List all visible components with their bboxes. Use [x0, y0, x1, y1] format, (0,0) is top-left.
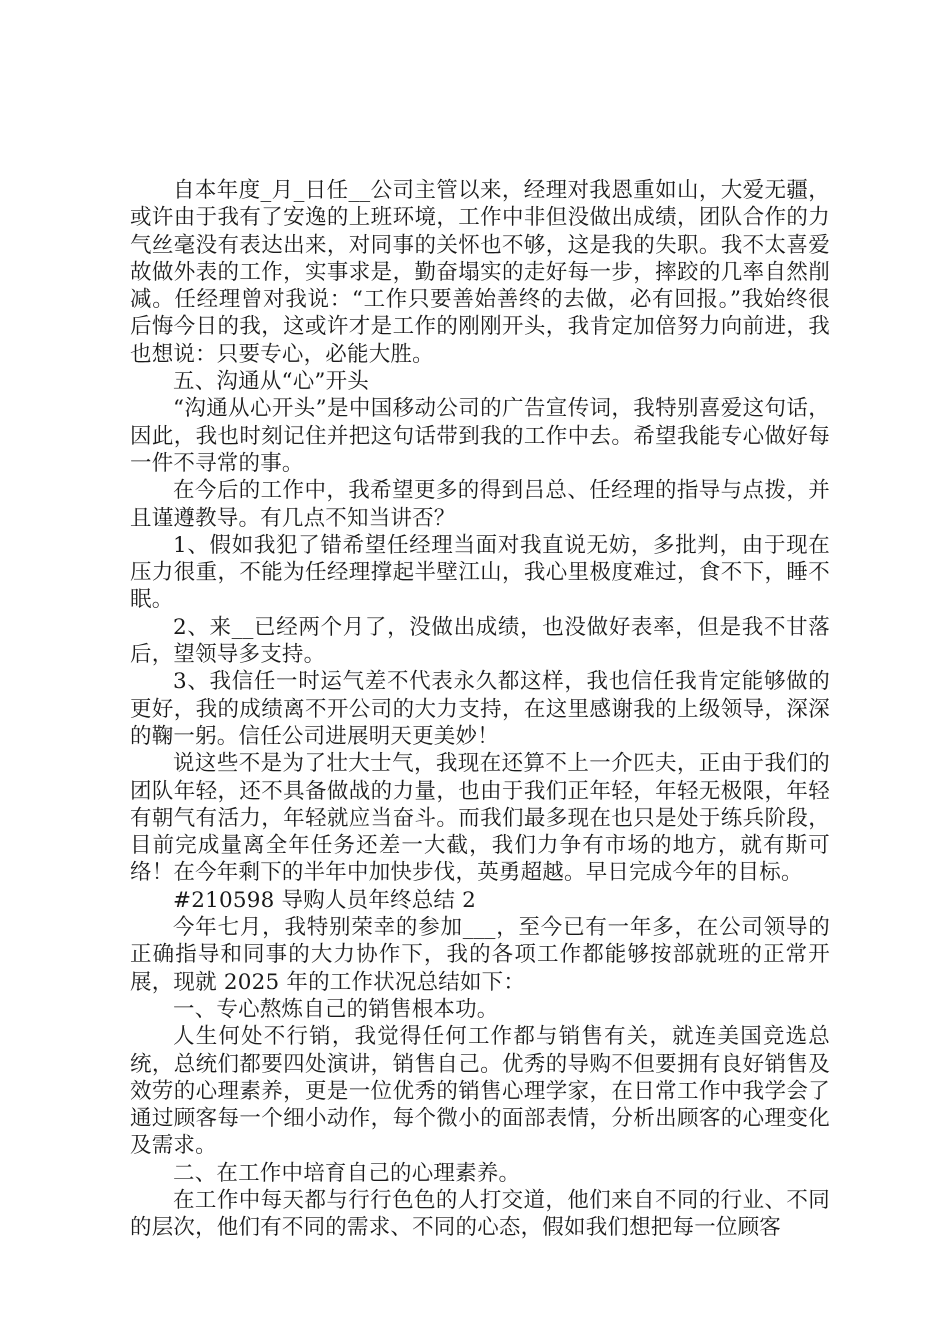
paragraph-sales: 人生何处不行销，我觉得任何工作都与销售有关，就连美国竞选总统，总统们都要四处演讲，销售自己。优秀的导购不但要拥有良好销售及效劳的心理素养，更是一位优秀的销售心理学家，在日常工作中我学会了通过顾客每一个细小动作，每个微小的面部表情，分析出顾客的心理变化及需求。 — [130, 1024, 830, 1159]
document-body — [130, 177, 830, 1242]
article-title: #210598 导购人员年终总结 2 — [173, 887, 477, 913]
list-item-1: 1、假如我犯了错希望任经理当面对我直说无妨，多批判，由于现在压力很重，不能为任经理撑起半壁江山，我心里极度难过，食不下，睡不眠。 — [130, 532, 830, 613]
paragraph-morale: 说这些不是为了壮大士气，我现在还算不上一介匹夫，正由于我们的团队年轻，还不具备做战的力量，也由于我们正年轻，年轻无极限，年轻有朝气有活力，年轻就应当奋斗。而我们最多现在也只是处于练兵阶段，目前完成量离全年任务还差一大截，我们力争有市场的地方，就有斯可络！在今年剩下的半年中加快步伐，英勇超越。早日完成今年的目标。 — [130, 751, 830, 886]
section-heading-sales-skills: 一、专心熬炼自己的销售根本功。 — [173, 996, 499, 1022]
paragraph-slogan: “沟通从心开头”是中国移动公司的广告宣传词，我特别喜爱这句话，因此，我也时刻记住并把这句话带到我的工作中去。希望我能专心做好每一件不寻常的事。 — [130, 396, 830, 476]
list-item-2: 2、来__已经两个月了，没做出成绩，也没做好表率，但是我不甘落后，望领导多支持。 — [130, 614, 830, 668]
paragraph-customers: 在工作中每天都与行行色色的人打交道，他们来自不同的行业、不同的层次，他们有不同的需求、不同的心态，假如我们想把每一位顾客 — [130, 1187, 830, 1241]
paragraph-intro: 自本年度_月_日任__公司主管以来，经理对我恩重如山，大爱无疆，或许由于我有了安逸的上班环境，工作中非但没做出成绩，团队合作的力气丝毫没有表达出来，对同事的关怀也不够，这是我的失职。我不太喜爱故做外表的工作，实事求是，勤奋塌实的走好每一步，摔跤的几率自然削减。任经理曾对我说：“工作只要善始善终的去做，必有回报。”我始终很后悔今日的我，这或许才是工作的刚刚开头，我肯定加倍努力向前进，我也想说：只要专心，必能大胜。 — [130, 178, 830, 367]
list-item-3: 3、我信任一时运气差不代表永久都这样，我也信任我肯定能够做的更好，我的成绩离不开公司的大力支持，在这里感谢我的上级领导，深深的鞠一躬。信任公司进展明天更美妙！ — [130, 669, 830, 749]
paragraph-future-guidance: 在今后的工作中，我希望更多的得到吕总、任经理的指导与点拨，并且谨遵教导。有几点不知当讲否？ — [130, 478, 830, 531]
paragraph-opening: 今年七月，我特别荣幸的参加___，至今已有一年多，在公司领导的正确指导和同事的大力协作下，我的各项工作都能够按部就班的正常开展，现就 2025 年的工作状况总结如下： — [130, 915, 830, 995]
section-heading-psychology: 二、在工作中培育自己的心理素养。 — [173, 1160, 521, 1186]
section-heading-communication: 五、沟通从“心”开头 — [173, 369, 369, 395]
